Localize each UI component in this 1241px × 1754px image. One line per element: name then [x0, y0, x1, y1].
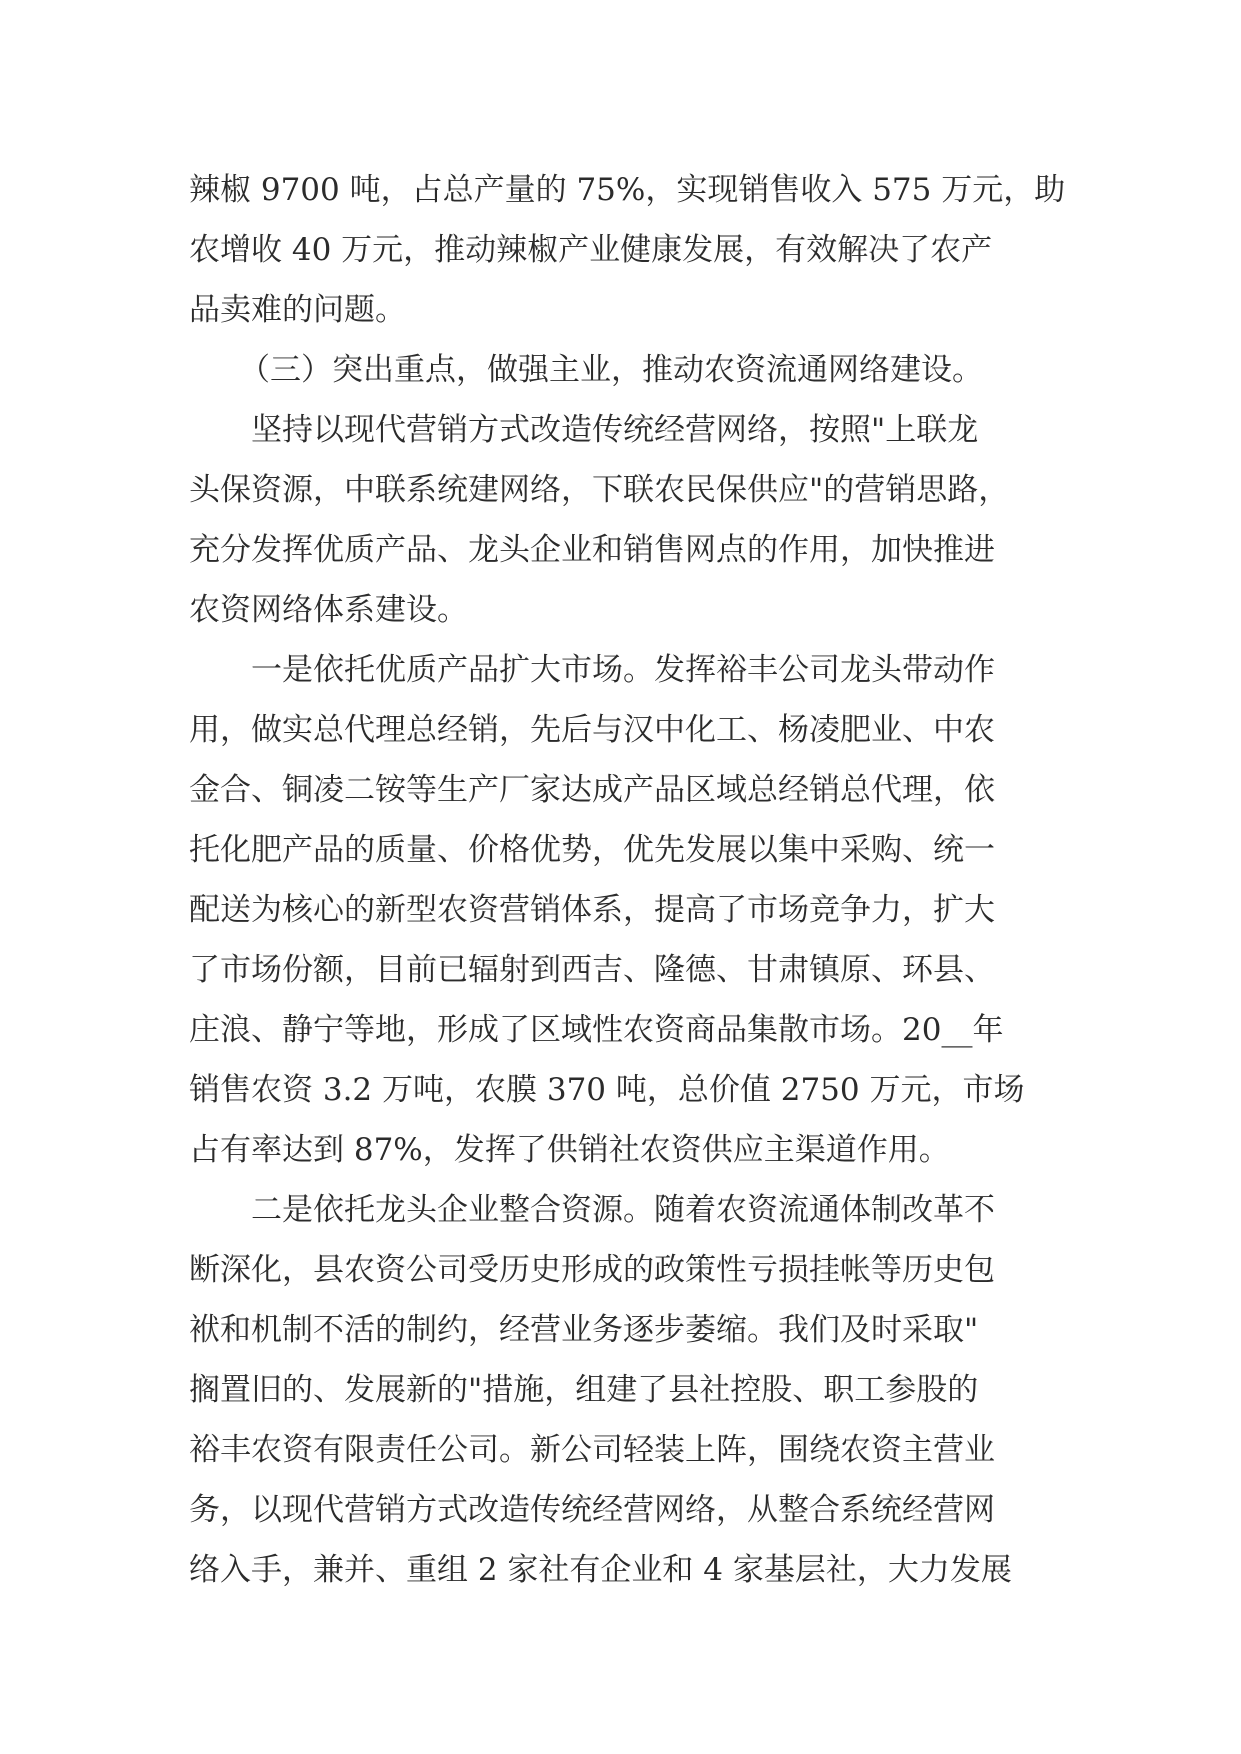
text-line: 袱和机制不活的制约，经营业务逐步萎缩。我们及时采取" — [189, 1312, 979, 1348]
text-line: 农增收 40 万元，推动辣椒产业健康发展，有效解决了农产 — [189, 232, 993, 268]
text-line: 搁置旧的、发展新的"措施，组建了县社控股、职工参股的 — [189, 1372, 979, 1408]
text-line: 销售农资 3.2 万吨，农膜 370 吨，总价值 2750 万元，市场 — [189, 1072, 1025, 1108]
text-line: 断深化，县农资公司受历史形成的政策性亏损挂帐等历史包 — [189, 1252, 995, 1288]
text-line: 农资网络体系建设。 — [189, 592, 468, 628]
text-line: 配送为核心的新型农资营销体系，提高了市场竞争力，扩大 — [189, 892, 995, 928]
text-line: 用，做实总代理总经销，先后与汉中化工、杨凌肥业、中农 — [189, 712, 995, 748]
text-line: 占有率达到 87%，发挥了供销社农资供应主渠道作用。 — [189, 1132, 950, 1168]
text-line: 充分发挥优质产品、龙头企业和销售网点的作用，加快推进 — [189, 532, 995, 568]
text-line: 络入手，兼并、重组 2 家社有企业和 4 家基层社，大力发展 — [189, 1552, 1012, 1588]
paragraph-first-line: 一是依托优质产品扩大市场。发挥裕丰公司龙头带动作 — [251, 652, 995, 688]
text-line: 裕丰农资有限责任公司。新公司轻装上阵，围绕农资主营业 — [189, 1432, 995, 1468]
section-heading: （三）突出重点，做强主业，推动农资流通网络建设。 — [239, 352, 983, 388]
text-line: 庄浪、静宁等地，形成了区域性农资商品集散市场。20__年 — [189, 1012, 1004, 1048]
paragraph-first-line: 二是依托龙头企业整合资源。随着农资流通体制改革不 — [251, 1192, 995, 1228]
text-line: 品卖难的问题。 — [189, 292, 406, 328]
text-line: 托化肥产品的质量、价格优势，优先发展以集中采购、统一 — [189, 832, 995, 868]
text-line: 辣椒 9700 吨，占总产量的 75%，实现销售收入 575 万元，助 — [189, 172, 1066, 208]
text-line: 了市场份额，目前已辐射到西吉、隆德、甘肃镇原、环县、 — [189, 952, 995, 988]
text-line: 头保资源，中联系统建网络，下联农民保供应"的营销思路， — [189, 472, 1010, 508]
text-line: 金合、铜凌二铵等生产厂家达成产品区域总经销总代理，依 — [189, 772, 995, 808]
paragraph-first-line: 坚持以现代营销方式改造传统经营网络，按照"上联龙 — [251, 412, 979, 448]
text-line: 务，以现代营销方式改造传统经营网络，从整合系统经营网 — [189, 1492, 995, 1528]
